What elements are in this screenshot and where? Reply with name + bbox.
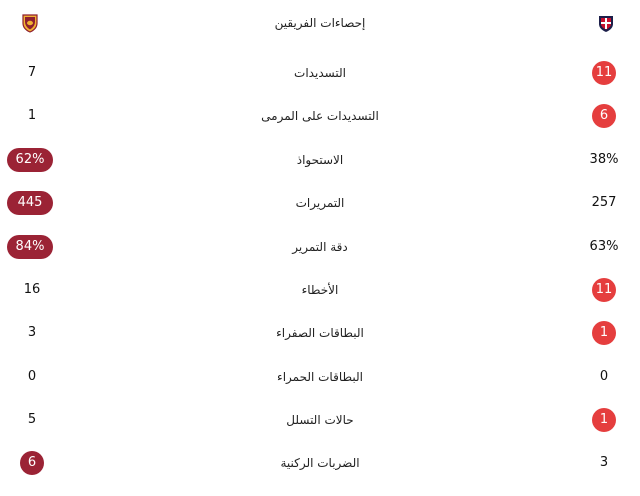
home-shots-value: 7 [27, 65, 37, 80]
home-shots-on-target-value: 1 [27, 108, 37, 123]
stat-label-pass-accuracy: دقة التمرير [292, 240, 348, 254]
home-yellow-cards-value: 3 [27, 325, 37, 340]
stat-row-offsides [0, 398, 640, 442]
stat-row-corners [0, 441, 640, 485]
stat-label-shots-on-target: التسديدات على المرمى [261, 109, 379, 123]
home-corners-badge: 6 [20, 451, 44, 475]
stat-row-fouls [0, 268, 640, 312]
stats-header [0, 0, 640, 44]
stat-row-passes [0, 181, 640, 225]
stat-row-red-cards [0, 355, 640, 399]
stat-row-pass-accuracy [0, 225, 640, 269]
away-red-cards-value: 0 [599, 369, 609, 384]
stat-label-yellow-cards: البطاقات الصفراء [276, 326, 364, 340]
away-possession-value: 38% [589, 152, 619, 167]
away-yellow-cards-badge: 1 [592, 321, 616, 345]
stat-label-passes: التمريرات [295, 196, 345, 210]
stat-row-yellow-cards [0, 311, 640, 355]
roma-crest-icon [20, 13, 40, 33]
home-fouls-value: 16 [23, 282, 41, 297]
page-title: إحصاءات الفريقين [274, 16, 366, 30]
away-shots-badge: 11 [592, 61, 616, 85]
away-offsides-badge: 1 [592, 408, 616, 432]
away-shots-on-target-badge: 6 [592, 104, 616, 128]
home-possession-badge: 62% [7, 148, 53, 172]
stat-label-offsides: حالات التسلل [286, 413, 354, 427]
stat-row-shots [0, 51, 640, 95]
stat-label-fouls: الأخطاء [301, 283, 339, 297]
stat-row-shots-on-target [0, 94, 640, 138]
stat-label-red-cards: البطاقات الحمراء [277, 370, 363, 384]
stat-row-possession [0, 138, 640, 182]
away-corners-value: 3 [599, 455, 609, 470]
home-red-cards-value: 0 [27, 369, 37, 384]
away-pass-accuracy-value: 63% [589, 239, 619, 254]
away-passes-value: 257 [591, 195, 617, 210]
home-passes-badge: 445 [7, 191, 53, 215]
stat-label-shots: التسديدات [294, 66, 346, 80]
away-fouls-badge: 11 [592, 278, 616, 302]
home-pass-accuracy-badge: 84% [7, 235, 53, 259]
stat-label-corners: الضربات الركنية [280, 456, 360, 470]
home-offsides-value: 5 [27, 412, 37, 427]
stat-label-possession: الاستحواذ [296, 153, 344, 167]
genoa-crest-icon [596, 13, 616, 33]
